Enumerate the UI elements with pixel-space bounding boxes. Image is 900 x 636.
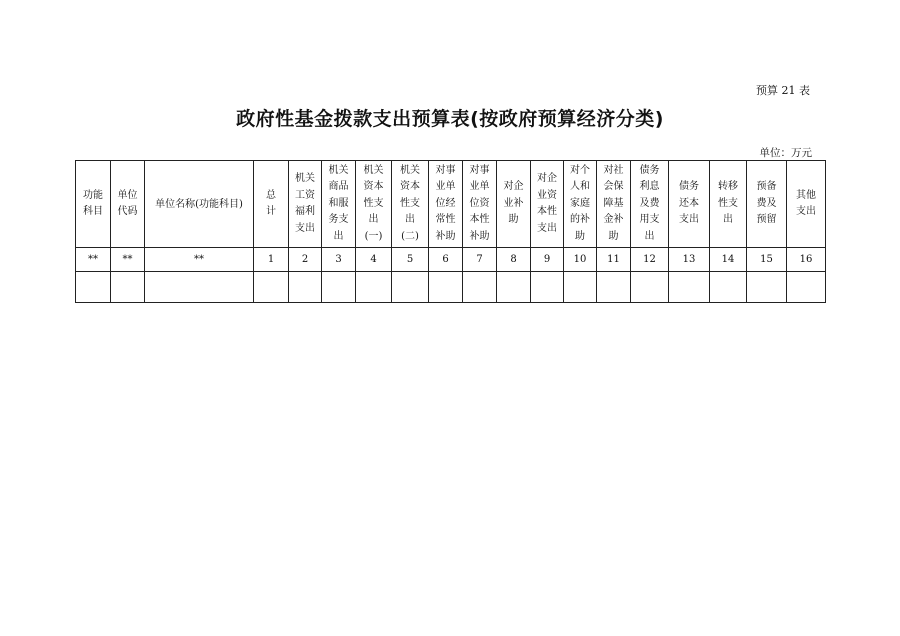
column-header-7 xyxy=(356,161,392,248)
column-header-15 xyxy=(631,161,669,248)
empty-cell-1 xyxy=(76,272,111,303)
column-header-label: 机关 资本 性支 出 (一) xyxy=(363,164,384,242)
empty-cell-3 xyxy=(145,272,254,303)
column-header-label: 机关 资本 性支 出 (二) xyxy=(400,164,420,242)
index-cell-16: 13 xyxy=(669,248,710,272)
empty-cell-5 xyxy=(289,272,322,303)
column-header-label: 转移 性支 出 xyxy=(718,181,738,226)
index-row xyxy=(76,248,826,272)
budget-table xyxy=(75,160,826,303)
column-header-10 xyxy=(463,161,497,248)
column-header-label: 单位 代码 xyxy=(117,189,138,217)
form-number: 预算 21 表 xyxy=(756,84,810,97)
empty-cell-15 xyxy=(631,272,669,303)
column-header-6 xyxy=(322,161,356,248)
column-header-19 xyxy=(787,161,826,248)
column-header-2 xyxy=(111,161,145,248)
column-header-label: 对社 会保 障基 金补 助 xyxy=(603,164,624,242)
column-header-1 xyxy=(76,161,111,248)
index-cell-18: 15 xyxy=(747,248,787,272)
empty-cell-14 xyxy=(597,272,631,303)
column-header-18 xyxy=(747,161,787,248)
column-header-11 xyxy=(497,161,531,248)
column-header-label: 对企 业补 助 xyxy=(503,181,524,226)
index-cell-11: 8 xyxy=(497,248,531,272)
empty-cell-13 xyxy=(564,272,597,303)
index-cell-7: 4 xyxy=(356,248,392,272)
header-row xyxy=(76,161,826,248)
empty-cell-16 xyxy=(669,272,710,303)
column-header-label: 对企 业资 本性 支出 xyxy=(537,173,557,234)
empty-cell-2 xyxy=(111,272,145,303)
index-cell-9: 6 xyxy=(429,248,463,272)
index-cell-14: 11 xyxy=(597,248,631,272)
column-header-17 xyxy=(710,161,747,248)
index-cell-13: 10 xyxy=(564,248,597,272)
index-cell-2: ** xyxy=(111,248,145,272)
empty-cell-6 xyxy=(322,272,356,303)
empty-cell-18 xyxy=(747,272,787,303)
column-header-label: 机关 商品 和服 务支 出 xyxy=(328,164,349,242)
column-header-3 xyxy=(145,161,254,248)
column-header-14 xyxy=(597,161,631,248)
column-header-label: 对个 人和 家庭 的补 助 xyxy=(570,164,590,242)
column-header-label: 对事 业单 位经 常性 补助 xyxy=(435,164,456,242)
empty-cell-11 xyxy=(497,272,531,303)
index-cell-3: ** xyxy=(145,248,254,272)
column-header-label: 机关 工资 福利 支出 xyxy=(295,173,315,234)
page-title: 政府性基金拨款支出预算表(按政府预算经济分类) xyxy=(236,108,664,130)
column-header-label: 债务 还本 支出 xyxy=(679,181,699,226)
column-header-5 xyxy=(289,161,322,248)
index-cell-12: 9 xyxy=(531,248,564,272)
empty-cell-8 xyxy=(392,272,429,303)
column-header-4 xyxy=(254,161,289,248)
empty-cell-10 xyxy=(463,272,497,303)
index-cell-10: 7 xyxy=(463,248,497,272)
index-cell-4: 1 xyxy=(254,248,289,272)
column-header-16 xyxy=(669,161,710,248)
index-cell-19: 16 xyxy=(787,248,826,272)
index-cell-17: 14 xyxy=(710,248,747,272)
index-cell-1: ** xyxy=(76,248,111,272)
column-header-8 xyxy=(392,161,429,248)
column-header-13 xyxy=(564,161,597,248)
column-header-12 xyxy=(531,161,564,248)
index-cell-6: 3 xyxy=(322,248,356,272)
column-header-label: 债务 利息 及费 用支 出 xyxy=(639,164,660,242)
unit-label: 单位：万元 xyxy=(759,147,812,159)
column-header-label: 预备 费及 预留 xyxy=(756,181,777,226)
empty-cell-4 xyxy=(254,272,289,303)
column-header-label: 总 计 xyxy=(266,189,276,217)
table-row xyxy=(76,272,826,303)
index-cell-8: 5 xyxy=(392,248,429,272)
column-header-label: 功能 科目 xyxy=(83,189,103,217)
column-header-9 xyxy=(429,161,463,248)
empty-cell-19 xyxy=(787,272,826,303)
index-cell-5: 2 xyxy=(289,248,322,272)
empty-cell-17 xyxy=(710,272,747,303)
column-header-label: 其他 支出 xyxy=(796,189,816,217)
column-header-label: 单位名称(功能科目) xyxy=(155,198,243,210)
index-cell-15: 12 xyxy=(631,248,669,272)
empty-cell-9 xyxy=(429,272,463,303)
empty-cell-7 xyxy=(356,272,392,303)
empty-cell-12 xyxy=(531,272,564,303)
column-header-label: 对事 业单 位资 本性 补助 xyxy=(469,164,490,242)
